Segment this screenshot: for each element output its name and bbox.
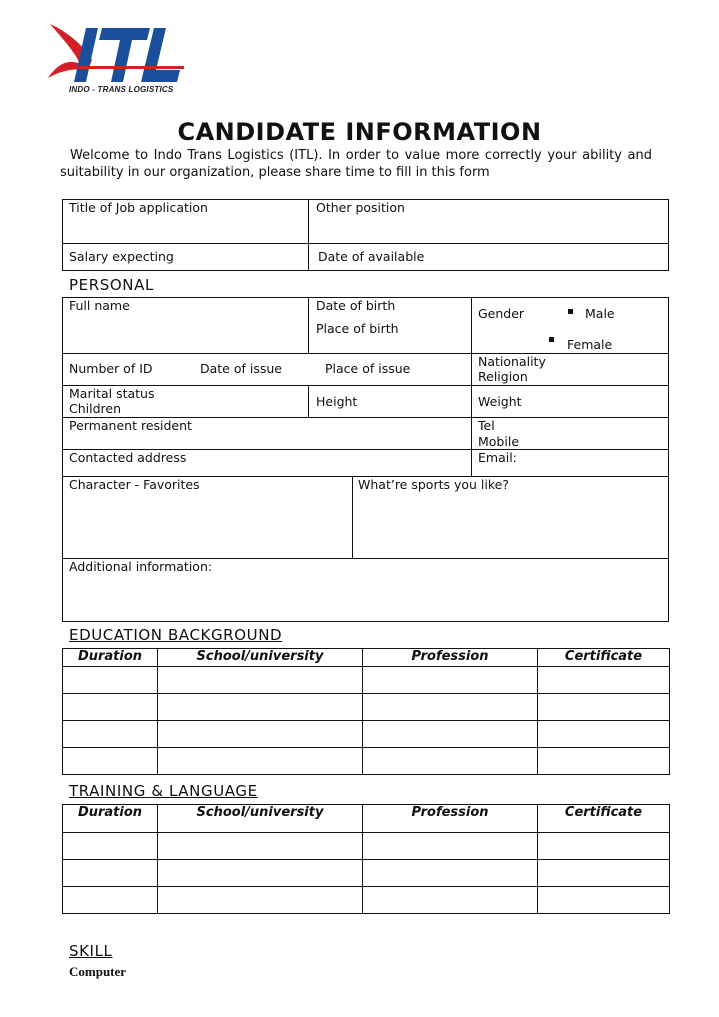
table-row: [63, 667, 670, 694]
page-title: CANDIDATE INFORMATION: [177, 118, 542, 146]
table-row: [63, 694, 670, 721]
train-col-profession: Profession: [363, 805, 538, 833]
email-label: Email:: [478, 450, 517, 465]
table-row: [63, 748, 670, 775]
job-title-label: Title of Job application: [69, 200, 208, 215]
tel-label: Tel: [478, 418, 495, 433]
dob-label: Date of birth: [316, 298, 396, 313]
train-col-duration: Duration: [63, 805, 158, 833]
welcome-text: Welcome to Indo Trans Logistics (ITL). In order to value more correctly your ability and suitability in our organization, please share time to fill in this form: [60, 148, 652, 180]
sports-label: What’re sports you like?: [358, 477, 509, 492]
height-label: Height: [316, 394, 358, 409]
salary-label: Salary expecting: [69, 249, 174, 264]
female-checkbox[interactable]: [549, 337, 554, 342]
train-col-school: School/university: [158, 805, 363, 833]
pob-label: Place of birth: [316, 321, 399, 336]
place-issue-label: Place of issue: [325, 361, 411, 376]
weight-label: Weight: [478, 394, 522, 409]
table-row: [63, 721, 670, 748]
additional-label: Additional information:: [69, 559, 213, 574]
personal-heading: PERSONAL: [69, 276, 154, 294]
date-available-label: Date of available: [318, 249, 425, 264]
training-heading: TRAINING & LANGUAGE: [69, 782, 258, 800]
edu-col-school: School/university: [158, 649, 363, 667]
character-label: Character - Favorites: [69, 477, 200, 492]
education-table: [62, 648, 670, 775]
marital-label: Marital status: [69, 386, 155, 401]
logo-tagline: INDO - TRANS LOGISTICS: [69, 85, 174, 94]
education-heading: EDUCATION BACKGROUND: [69, 626, 283, 644]
edu-col-profession: Profession: [363, 649, 538, 667]
full-name-label: Full name: [69, 298, 130, 313]
date-issue-label: Date of issue: [200, 361, 282, 376]
edu-col-certificate: Certificate: [538, 649, 670, 667]
skill-heading: SKILL: [69, 942, 113, 960]
gender-label: Gender: [478, 306, 525, 321]
training-table: [62, 804, 670, 914]
edu-col-duration: Duration: [63, 649, 158, 667]
permanent-label: Permanent resident: [69, 418, 192, 433]
male-label: Male: [585, 306, 615, 321]
address-label: Contacted address: [69, 450, 187, 465]
male-checkbox[interactable]: [568, 309, 573, 314]
religion-label: Religion: [478, 369, 528, 384]
id-number-label: Number of ID: [69, 361, 153, 376]
computer-label: Computer: [69, 964, 127, 979]
nationality-label: Nationality: [478, 354, 546, 369]
mobile-label: Mobile: [478, 434, 520, 449]
table-row: [63, 887, 670, 914]
female-label: Female: [567, 337, 613, 352]
train-col-certificate: Certificate: [538, 805, 670, 833]
other-position-label: Other position: [316, 200, 405, 215]
table-row: [63, 833, 670, 860]
children-label: Children: [69, 401, 122, 416]
table-row: [63, 860, 670, 887]
